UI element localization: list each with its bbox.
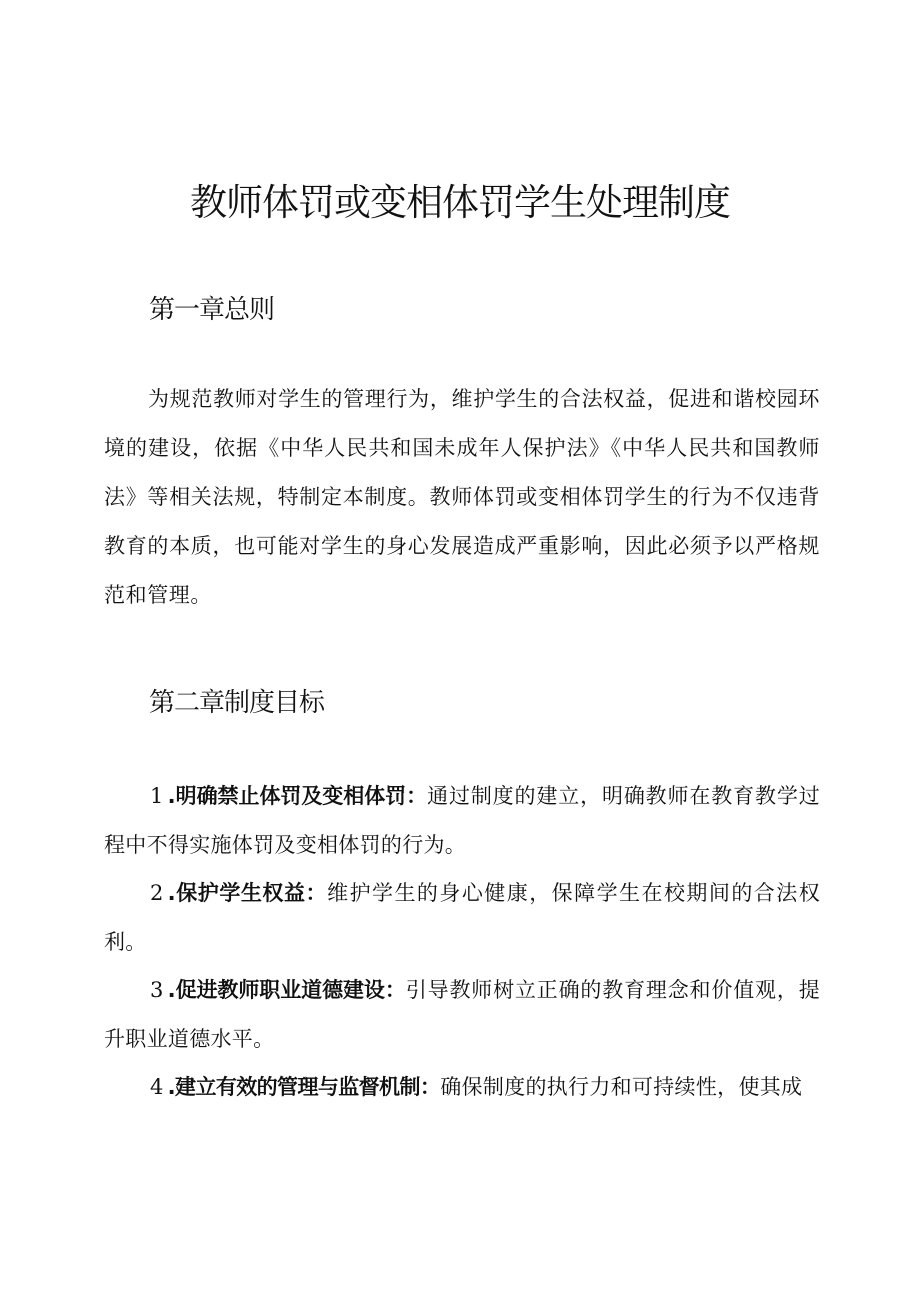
chapter-1-heading: 第一章总则 xyxy=(149,295,275,325)
goal-text: 通过制度的建立，明确教师在教育教学过程中不得实施体罚及变相体罚的行为。 xyxy=(104,784,820,857)
goal-text: 确保制度的执行力和可持续性，使其成 xyxy=(440,1075,803,1099)
goal-title: .建立有效的管理与监督机制： xyxy=(167,1075,441,1099)
goal-text: 维护学生的身心健康，保障学生在校期间的合法权利。 xyxy=(104,881,820,954)
goal-number: 2 xyxy=(150,881,164,905)
goal-number: 3 xyxy=(150,978,164,1002)
goal-title: .保护学生权益： xyxy=(167,881,328,905)
goal-item xyxy=(104,772,820,870)
goal-number: 1 xyxy=(150,784,164,808)
goal-title: .明确禁止体罚及变相体罚： xyxy=(167,784,428,808)
document-title: 教师体罚或变相体罚学生处理制度 xyxy=(190,181,730,224)
chapter-1-paragraph: 为规范教师对学生的管理行为，维护学生的合法权益，促进和谐校园环境的建设，依据《中华人民共和国未成年人保护法》《中华人民共和国教师法》等相关法规，特制定本制度。教师体罚或变相体罚学生的行为不仅违背教育的本质，也可能对学生的身心发展造成严重影响，因此必须予以严格规范和管理。 xyxy=(104,387,820,607)
goal-number: 4 xyxy=(150,1075,164,1099)
chapter-2-heading: 第二章制度目标 xyxy=(149,688,325,718)
goal-title: .促进教师职业道德建设： xyxy=(167,978,406,1002)
goal-item xyxy=(104,1063,820,1112)
goal-item xyxy=(104,869,820,967)
goal-item xyxy=(104,966,820,1064)
goal-text: 引导教师树立正确的教育理念和价值观，提升职业道德水平。 xyxy=(104,978,821,1051)
